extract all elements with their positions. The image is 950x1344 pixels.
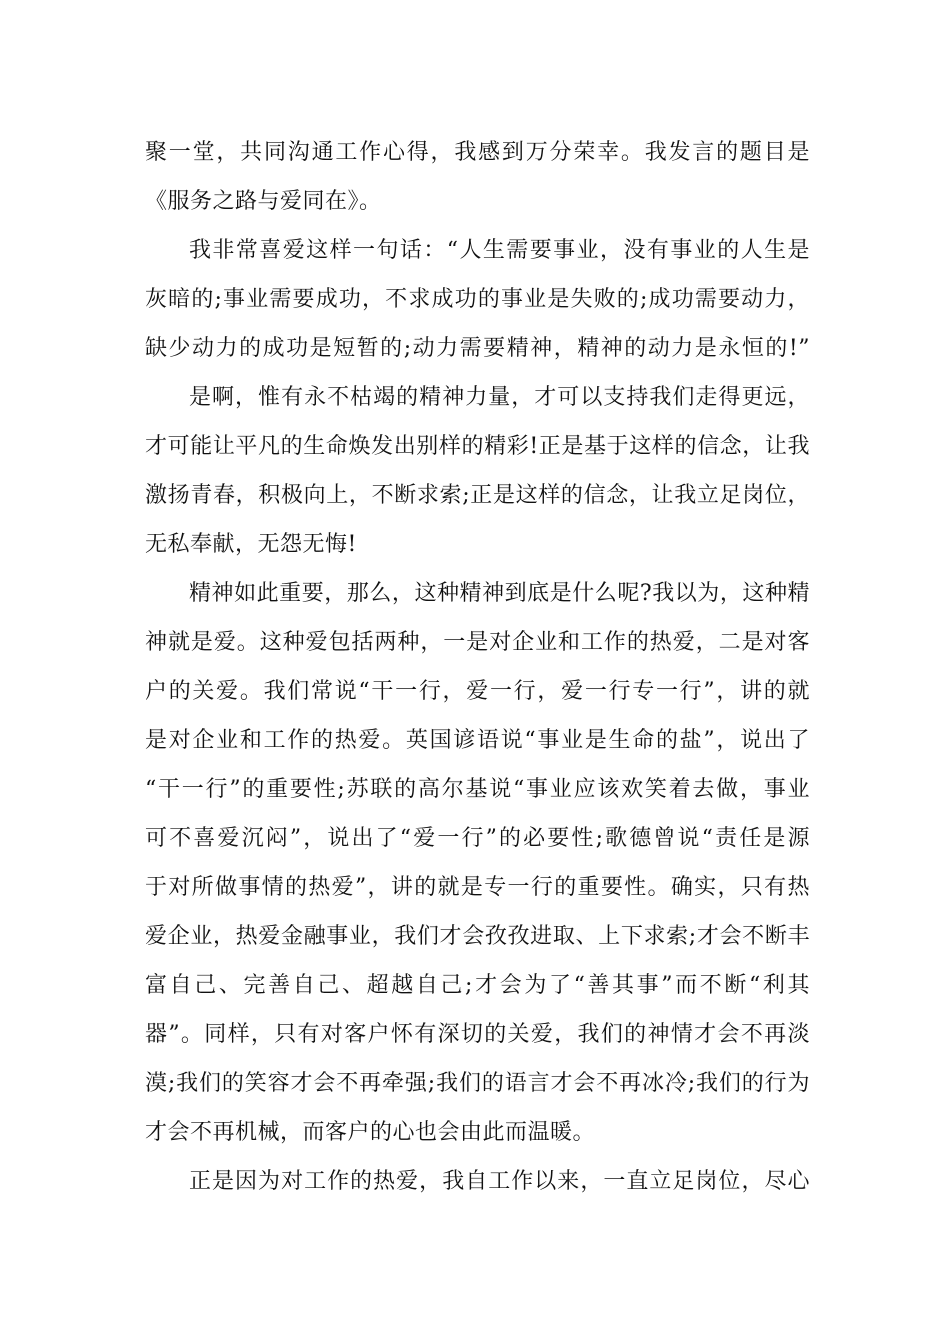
text-line: 缺少动力的成功是短暂的;动力需要精神，精神的动力是永恒的!” [145,336,810,361]
text-line: 聚一堂，共同沟通工作心得，我感到万分荣幸。我发言的题目是 [145,140,810,165]
text-line: 于对所做事情的热爱”，讲的就是专一行的重要性。确实，只有热 [145,875,810,900]
text-line: 激扬青春，积极向上，不断求索;正是这样的信念，让我立足岗位， [145,483,810,508]
text-line: 我非常喜爱这样一句话：“人生需要事业，没有事业的人生是 [189,238,810,263]
text-line: 才可能让平凡的生命焕发出别样的精彩!正是基于这样的信念，让我 [145,434,810,459]
text-line: 爱企业，热爱金融事业，我们才会孜孜进取、上下求索;才会不断丰 [145,924,810,949]
text-line: 精神如此重要，那么，这种精神到底是什么呢?我以为，这种精 [189,581,810,606]
text-line: 《服务之路与爱同在》。 [145,189,382,214]
document-body [145,128,810,1206]
text-line: 是啊，惟有永不枯竭的精神力量，才可以支持我们走得更远， [189,385,810,410]
text-line: “干一行”的重要性;苏联的高尔基说“事业应该欢笑着去做，事业 [145,777,810,802]
text-line: 漠;我们的笑容才会不再牵强;我们的语言才会不再冰冷;我们的行为 [145,1071,810,1096]
text-line: 神就是爱。这种爱包括两种，一是对企业和工作的热爱，二是对客 [145,630,810,655]
text-line: 灰暗的;事业需要成功，不求成功的事业是失败的;成功需要动力， [145,287,810,312]
text-line: 器”。同样，只有对客户怀有深切的关爱，我们的神情才会不再淡 [145,1022,810,1047]
text-line: 富自己、完善自己、超越自己;才会为了“善其事”而不断“利其 [145,973,810,998]
text-line: 户的关爱。我们常说“干一行，爱一行，爱一行专一行”，讲的就 [145,679,810,704]
text-line: 正是因为对工作的热爱，我自工作以来，一直立足岗位，尽心 [189,1169,810,1194]
text-line: 才会不再机械，而客户的心也会由此而温暖。 [145,1120,596,1145]
text-line: 是对企业和工作的热爱。英国谚语说“事业是生命的盐”，说出了 [145,728,810,753]
text-line: 无私奉献，无怨无悔! [145,532,357,557]
text-line: 可不喜爱沉闷”，说出了“爱一行”的必要性;歌德曾说“责任是源 [145,826,810,851]
